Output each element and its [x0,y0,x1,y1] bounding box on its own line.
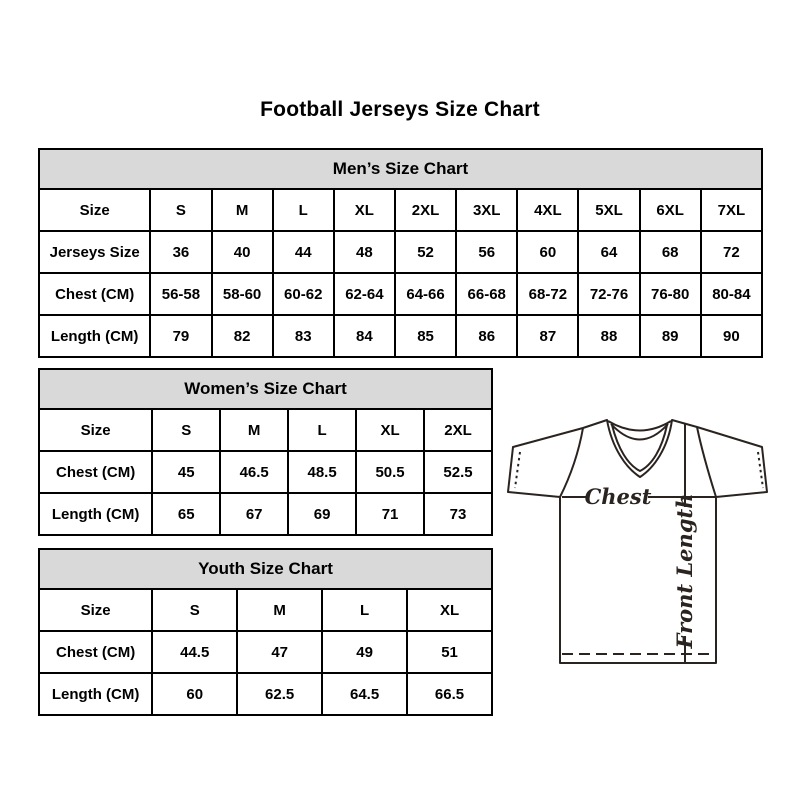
cell-value: 60 [517,231,578,273]
mens-size-chart-table [38,148,763,358]
cell-value: 64-66 [395,273,456,315]
cell-value: XL [407,589,492,631]
cell-value: 65 [152,493,220,535]
cell-value: 71 [356,493,424,535]
womens-size-chart-table [38,368,493,536]
cell-value: 67 [220,493,288,535]
row-label: Length (CM) [39,493,152,535]
cell-value: 36 [150,231,211,273]
cell-value: 82 [212,315,273,357]
cell-value: 52 [395,231,456,273]
cell-value: 64 [578,231,639,273]
cell-value: 89 [640,315,701,357]
right-sleeve-seam [697,427,716,497]
table-row [39,273,762,315]
table-row [39,409,492,451]
cell-value: 50.5 [356,451,424,493]
cell-value: 56-58 [150,273,211,315]
cell-value: L [273,189,334,231]
cell-value: 80-84 [701,273,762,315]
cell-value: S [152,409,220,451]
cell-value: 62-64 [334,273,395,315]
cell-value: 3XL [456,189,517,231]
cell-value: 49 [322,631,407,673]
jersey-measurement-diagram [500,408,778,670]
cell-value: L [288,409,356,451]
cell-value: 2XL [424,409,492,451]
cell-value: 90 [701,315,762,357]
cell-value: 73 [424,493,492,535]
row-label: Size [39,189,150,231]
cell-value: 72 [701,231,762,273]
cell-value: 62.5 [237,673,322,715]
row-label: Jerseys Size [39,231,150,273]
cell-value: 44 [273,231,334,273]
cell-value: M [212,189,273,231]
youth-size-chart-table [38,548,493,716]
cell-value: 60-62 [273,273,334,315]
cell-value: M [237,589,322,631]
left-cuff-stitch-line [515,452,520,488]
cell-value: 6XL [640,189,701,231]
cell-value: 44.5 [152,631,237,673]
cell-value: 7XL [701,189,762,231]
cell-value: 56 [456,231,517,273]
cell-value: 83 [273,315,334,357]
page-title: Football Jerseys Size Chart [260,98,540,121]
cell-value: 64.5 [322,673,407,715]
table-row [39,493,492,535]
cell-value: 5XL [578,189,639,231]
womens-table-title: Women’s Size Chart [39,369,492,409]
row-label: Length (CM) [39,315,150,357]
cell-value: 76-80 [640,273,701,315]
cell-value: 66-68 [456,273,517,315]
table-row [39,315,762,357]
cell-value: 47 [237,631,322,673]
cell-value: 66.5 [407,673,492,715]
cell-value: 88 [578,315,639,357]
cell-value: 4XL [517,189,578,231]
cell-value: S [152,589,237,631]
cell-value: 86 [456,315,517,357]
cell-value: XL [334,189,395,231]
cell-value: 85 [395,315,456,357]
cell-value: XL [356,409,424,451]
jersey-outline [508,420,767,663]
cell-value: 72-76 [578,273,639,315]
cell-value: S [150,189,211,231]
row-label: Size [39,409,152,451]
table-row [39,673,492,715]
table-row [39,189,762,231]
cell-value: 2XL [395,189,456,231]
row-label: Length (CM) [39,673,152,715]
cell-value: 79 [150,315,211,357]
left-sleeve-seam [560,428,583,497]
cell-value: L [322,589,407,631]
cell-value: 68 [640,231,701,273]
table-row [39,231,762,273]
cell-value: 58-60 [212,273,273,315]
chest-label: Chest [584,484,652,509]
row-label: Chest (CM) [39,631,152,673]
front-length-label: Front Length [672,493,697,649]
cell-value: 69 [288,493,356,535]
row-label: Size [39,589,152,631]
cell-value: 84 [334,315,395,357]
cell-value: 40 [212,231,273,273]
cell-value: 87 [517,315,578,357]
cell-value: 68-72 [517,273,578,315]
table-row [39,631,492,673]
mens-table-title: Men’s Size Chart [39,149,762,189]
cell-value: 60 [152,673,237,715]
cell-value: 51 [407,631,492,673]
cell-value: 45 [152,451,220,493]
cell-value: 46.5 [220,451,288,493]
table-row [39,451,492,493]
cell-value: 48 [334,231,395,273]
row-label: Chest (CM) [39,451,152,493]
table-row [39,589,492,631]
row-label: Chest (CM) [39,273,150,315]
youth-table-title: Youth Size Chart [39,549,492,589]
cell-value: M [220,409,288,451]
cell-value: 48.5 [288,451,356,493]
cell-value: 52.5 [424,451,492,493]
